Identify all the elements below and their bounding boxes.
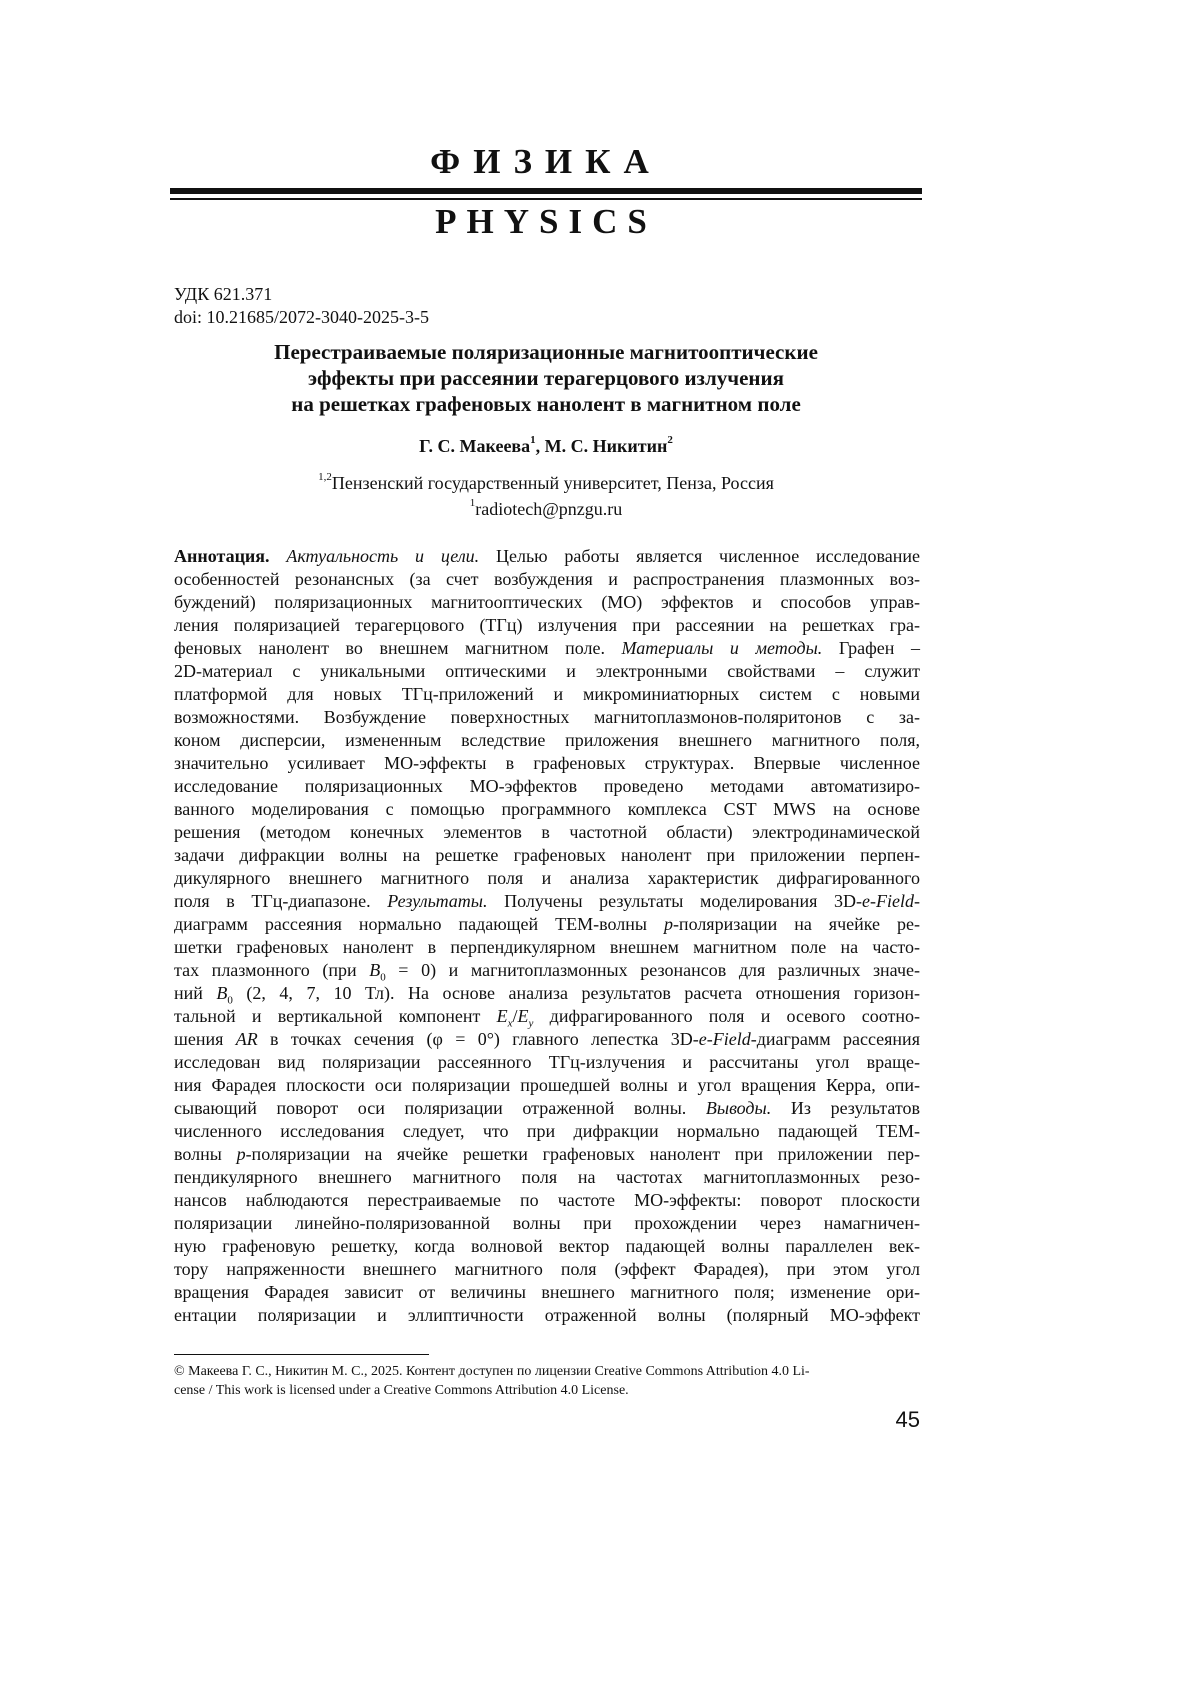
subscript: 0 [380,971,386,984]
author-separator: , [535,436,545,456]
abstract-line [174,1005,920,1028]
abstract-text: диаграмм рассеяния нормально падающей ТЕМ-волны [174,914,664,934]
abstract-text: в точках сечения (φ = 0°) главного лепестка 3D- [257,1029,699,1049]
abstract-line: исследование поляризационных МО-эффектов проведено методами автоматизиро- [174,776,920,796]
affiliation-block [172,470,920,522]
author-affil-mark: 1 [530,434,536,446]
heading-rule-thick [170,188,922,194]
section-heading-ru: ФИЗИКА [430,142,662,181]
abstract-text: (2, 4, 7, 10 Тл). На основе анализа результатов расчета отношения горизон- [232,983,921,1003]
article-meta [174,283,429,329]
abstract-line: ентации поляризации и эллиптичности отраженной волны (полярный МО-эффект [174,1305,920,1325]
abstract-line: особенностей резонансных (за счет возбуждения и распространения плазмонных воз- [174,569,920,589]
abstract-line: вращения Фарадея зависит от величины внешнего магнитного поля; изменение ори- [174,1282,920,1302]
abstract-subhead: Актуальность и цели. [286,546,480,566]
abstract-term: AR [235,1029,258,1049]
abstract-text: -диаграмм рассеяния [750,1029,920,1049]
abstract-line: решения (методом конечных элементов в частотной области) электродинамической [174,822,920,842]
author-name: Г. С. Макеева [419,436,531,456]
email [172,496,920,522]
abstract-text: / [512,1006,518,1026]
section-heading-en: PHYSICS [435,202,657,241]
abstract-text: -поляризации на ячейке решетки графеновых нанолент при приложении пер- [245,1144,920,1164]
abstract-text: сывающий поворот оси поляризации отраженной волны. [174,1098,706,1118]
abstract-text: тах плазмонного (при [174,960,370,980]
abstract-line: тору напряженности внешнего магнитного поля (эффект Фарадея), при этом угол [174,1259,920,1279]
affiliation [172,470,920,496]
abstract-text: феновых нанолент во внешнем магнитном поле. [174,638,622,658]
subscript: 0 [227,994,233,1007]
footnote-line: © Макеева Г. С., Никитин М. С., 2025. Контент доступен по лицензии Creative Commons Attribution 4.0 Li- [174,1364,810,1379]
abstract-line: возможностями. Возбуждение поверхностных магнитоплазмонов-поляритонов с за- [174,707,920,727]
abstract-line [174,637,920,660]
abstract-line: платформой для новых ТГц-приложений и микроминиатюрных систем с новыми [174,684,920,704]
abstract-text: ний [174,983,217,1003]
subscript: x [507,1017,513,1030]
abstract-line: пендикулярного внешнего магнитного поля на частотах магнитоплазмонных резо- [174,1167,920,1187]
abstract-text: Получены результаты моделирования 3D- [487,891,863,911]
abstract-text: = 0) и магнитоплазмонных резонансов для различных значе- [385,960,920,980]
abstract-text: поля в ТГц-диапазоне. [174,891,388,911]
author-list [172,434,920,458]
page-number: 45 [895,1407,920,1432]
abstract-line: исследован вид поляризации рассеянного ТГц-излучения и рассчитаны угол враще- [174,1052,920,1072]
affiliation-text: Пензенский государственный университет, Пенза, Россия [331,473,774,493]
footnote-line: cense / This work is licensed under a Creative Commons Attribution 4.0 License. [174,1383,629,1398]
abstract-line: коном дисперсии, измененным вследствие приложения внешнего магнитного поля, [174,730,920,750]
abstract-line: дикулярного внешнего магнитного поля и анализа характеристик дифрагированного [174,868,920,888]
affiliation-mark: 1,2 [318,471,332,483]
article-title [172,339,920,417]
abstract-line: поляризации линейно-поляризованной волны при прохождении через намагничен- [174,1213,920,1233]
doi-link[interactable]: doi: 10.21685/2072-3040-2025-3-5 [174,307,429,327]
abstract-line [174,1097,920,1120]
abstract-term: p [236,1144,246,1164]
abstract-term: p [663,914,673,934]
author-affil-mark: 2 [667,434,673,446]
abstract-term: E [496,1006,508,1026]
abstract-line: 2D-материал с уникальными оптическими и электронными свойствами – служит [174,661,920,681]
abstract-subhead: Выводы. [705,1098,772,1118]
footnote-rule [174,1354,429,1355]
abstract-text: Из результатов [771,1098,920,1118]
abstract-line: ванного моделирования с помощью программного комплекса CST MWS на основе [174,799,920,819]
abstract-term: e-Field [862,891,914,911]
abstract-text: шения [174,1029,236,1049]
abstract [174,545,920,1327]
abstract-text: Графен – [822,638,920,658]
title-line: эффекты при рассеянии терагерцового излучения [308,366,784,390]
abstract-term: e-Field [698,1029,751,1049]
abstract-line: значительно усиливает МО-эффекты в графеновых структурах. Впервые численное [174,753,920,773]
subscript: y [528,1017,534,1030]
abstract-line [174,1143,920,1166]
abstract-text: дифрагированного поля и осевого соотно- [533,1006,920,1026]
abstract-term: B [216,983,228,1003]
abstract-line: шетки графеновых нанолент в перпендикулярном внешнем магнитном поле на часто- [174,937,920,957]
abstract-line: ния Фарадея плоскости оси поляризации прошедшей волны и угол вращения Керра, опи- [174,1075,920,1095]
abstract-subhead: Результаты. [387,891,488,911]
author-name: М. С. Никитин [544,436,668,456]
abstract-term: E [517,1006,529,1026]
email-link[interactable]: radiotech@pnzgu.ru [475,499,623,519]
abstract-text: тальной и вертикальной компонент [174,1006,497,1026]
abstract-line [174,913,920,936]
title-line: Перестраиваемые поляризационные магнитооптические [274,340,818,364]
abstract-line: буждений) поляризационных магнитооптических (МО) эффектов и способов управ- [174,592,920,612]
abstract-line [174,982,920,1005]
abstract-line: численного исследования следует, что при дифракции нормально падающей ТЕМ- [174,1121,920,1141]
abstract-subhead: Материалы и методы. [621,638,823,658]
abstract-line [174,545,920,568]
abstract-text: - [914,891,920,911]
abstract-text: -поляризации на ячейке ре- [672,914,920,934]
udk-code: УДК 621.371 [174,284,273,304]
abstract-line [174,890,920,913]
license-footnote [174,1362,920,1400]
abstract-line [174,959,920,982]
abstract-text: Целью работы является численное исследование [479,546,920,566]
abstract-label: Аннотация. [174,546,270,566]
abstract-term: B [369,960,381,980]
abstract-line: ную графеновую решетку, когда волновой вектор падающей волны параллелен век- [174,1236,920,1256]
abstract-line: задачи дифракции волны на решетке графеновых нанолент при приложении перпен- [174,845,920,865]
email-mark: 1 [469,497,476,509]
abstract-line: нансов наблюдаются перестраиваемые по частоте МО-эффекты: поворот плоскости [174,1190,920,1210]
abstract-text: волны [174,1144,237,1164]
title-line: на решетках графеновых нанолент в магнитном поле [291,392,801,416]
abstract-line [174,1028,920,1051]
abstract-line: ления поляризацией терагерцового (ТГц) излучения при рассеянии на решетках гра- [174,615,920,635]
